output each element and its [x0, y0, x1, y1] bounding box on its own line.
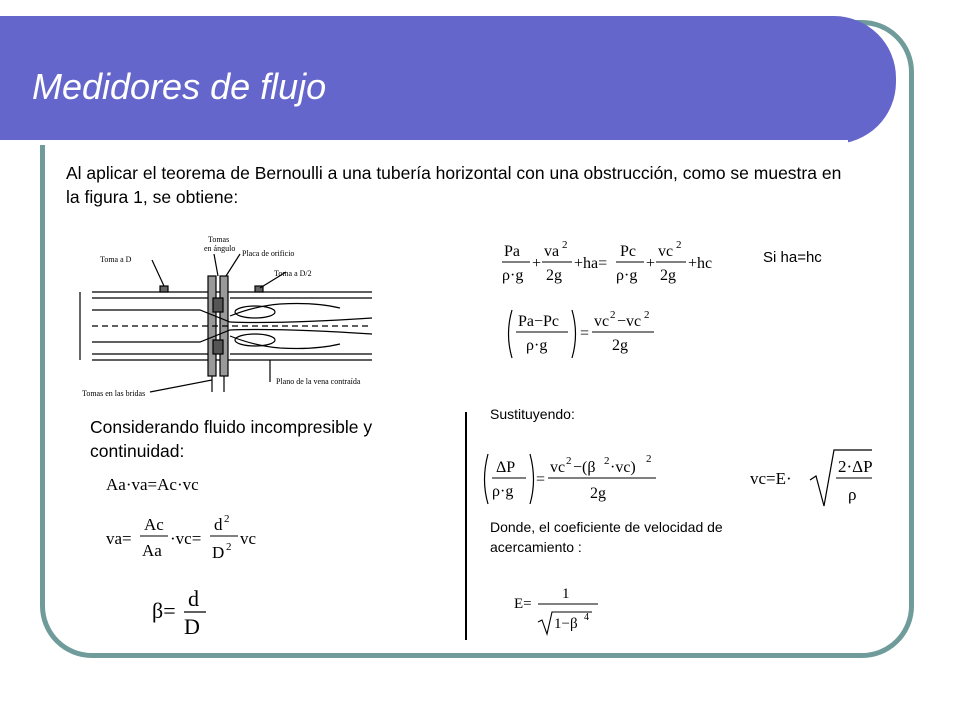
eq2-exp1: 2 — [610, 309, 616, 321]
eq5-num: d — [188, 586, 199, 611]
equation-continuity — [104, 470, 254, 496]
eq8-den: 1−β — [554, 616, 578, 632]
eq3-text: Aa·va=Ac·vc — [106, 475, 199, 494]
eq1-den3: ρ·g — [616, 267, 638, 284]
label-plano-vena: Plano de la vena contraída — [276, 377, 361, 386]
eq1-den4: 2g — [660, 267, 676, 284]
label-tomas-bridas: Tomas en las bridas — [82, 389, 146, 398]
eq6-rden: 2g — [590, 485, 606, 502]
eq1-exp1: 2 — [562, 239, 568, 251]
label-toma-d: Toma a D — [100, 255, 132, 264]
eq4-num2: d — [214, 515, 223, 534]
equation-velocity-a — [104, 512, 264, 566]
intro-text: Al aplicar el teorema de Bernoulli a una tubería horizontal con una obstrucción, como se muestra en la figura 1, se obtiene: — [66, 163, 842, 207]
eq2-num: Pa−Pc — [518, 313, 560, 330]
eq4-exp1: 2 — [224, 513, 230, 525]
eq2-rden: 2g — [612, 337, 628, 354]
eq4-den2: D — [212, 543, 225, 562]
equation-pressure-difference — [504, 306, 674, 362]
eq6-rnum1: vc — [550, 459, 566, 476]
equation-beta — [150, 584, 220, 640]
eq2-rnum2: −vc — [617, 313, 642, 330]
coefficient-note: Donde, el coeficiente de velocidad de acercamiento : — [490, 519, 723, 555]
eq1-num2: va — [544, 243, 560, 260]
eq5-lhs: β= — [152, 598, 176, 623]
eq4-mid: ·vc= — [170, 529, 202, 548]
eq6-den: ρ·g — [492, 483, 514, 500]
label-placa: Placa de orificio — [242, 249, 295, 258]
title-banner — [0, 16, 896, 144]
eq4-end: vc — [240, 529, 257, 548]
eq7-lhs: vc=E· — [750, 469, 792, 488]
eq4-lhs: va= — [106, 529, 132, 548]
eq1-den2: 2g — [546, 267, 562, 284]
eq1-plus2: + — [646, 255, 656, 272]
eq8-num: 1 — [562, 586, 570, 602]
eq6-exp2: 2 — [604, 455, 610, 467]
orifice-plate-figure — [80, 232, 380, 400]
eq7-num: 2·ΔP — [838, 457, 873, 476]
slide-title: Medidores de flujo — [32, 66, 327, 107]
equation-vc — [748, 448, 878, 510]
eq2-den: ρ·g — [526, 337, 548, 354]
eq1-plus1: + — [532, 255, 542, 272]
eq6-rnum2: −(β — [573, 459, 596, 476]
substitute-label: Sustituyendo: — [490, 406, 575, 422]
condition-text: Si ha=hc — [763, 249, 822, 266]
eq1-exp2: 2 — [676, 239, 682, 251]
eq1-num1: Pa — [504, 243, 520, 260]
equation-coefficient-e — [512, 582, 602, 638]
column-divider — [465, 412, 467, 640]
label-tomas: Tomas — [208, 235, 230, 244]
eq2-exp2: 2 — [644, 309, 650, 321]
eq2-rnum1: vc — [594, 313, 610, 330]
label-en-angulo: en ángulo — [204, 244, 236, 253]
eq7-den: ρ — [848, 485, 857, 504]
eq4-num1: Ac — [144, 515, 164, 534]
eq8-exp: 4 — [584, 612, 589, 623]
continuity-note: Considerando fluido incompresible y continuidad: — [90, 417, 373, 461]
eq6-num: ΔP — [496, 459, 516, 476]
eq5-den: D — [184, 614, 200, 639]
eq6-equals: = — [536, 471, 546, 488]
title-rule — [0, 140, 848, 145]
eq6-exp3: 2 — [646, 453, 652, 465]
eq8-lhs: E= — [514, 596, 532, 612]
equation-substituted — [480, 450, 660, 508]
eq4-exp2: 2 — [226, 541, 232, 553]
eq1-end: +hc — [688, 255, 713, 272]
label-toma-d2: Toma a D/2 — [274, 269, 312, 278]
eq6-rnum3: ·vc) — [610, 459, 636, 476]
eq1-mid: +ha= — [574, 255, 608, 272]
eq4-den1: Aa — [142, 541, 162, 560]
eq6-exp1: 2 — [566, 455, 572, 467]
eq1-num3: Pc — [620, 243, 636, 260]
equation-bernoulli — [500, 238, 720, 288]
eq1-den1: ρ·g — [502, 267, 524, 284]
eq1-num4: vc — [658, 243, 674, 260]
eq2-equals: = — [580, 325, 590, 342]
